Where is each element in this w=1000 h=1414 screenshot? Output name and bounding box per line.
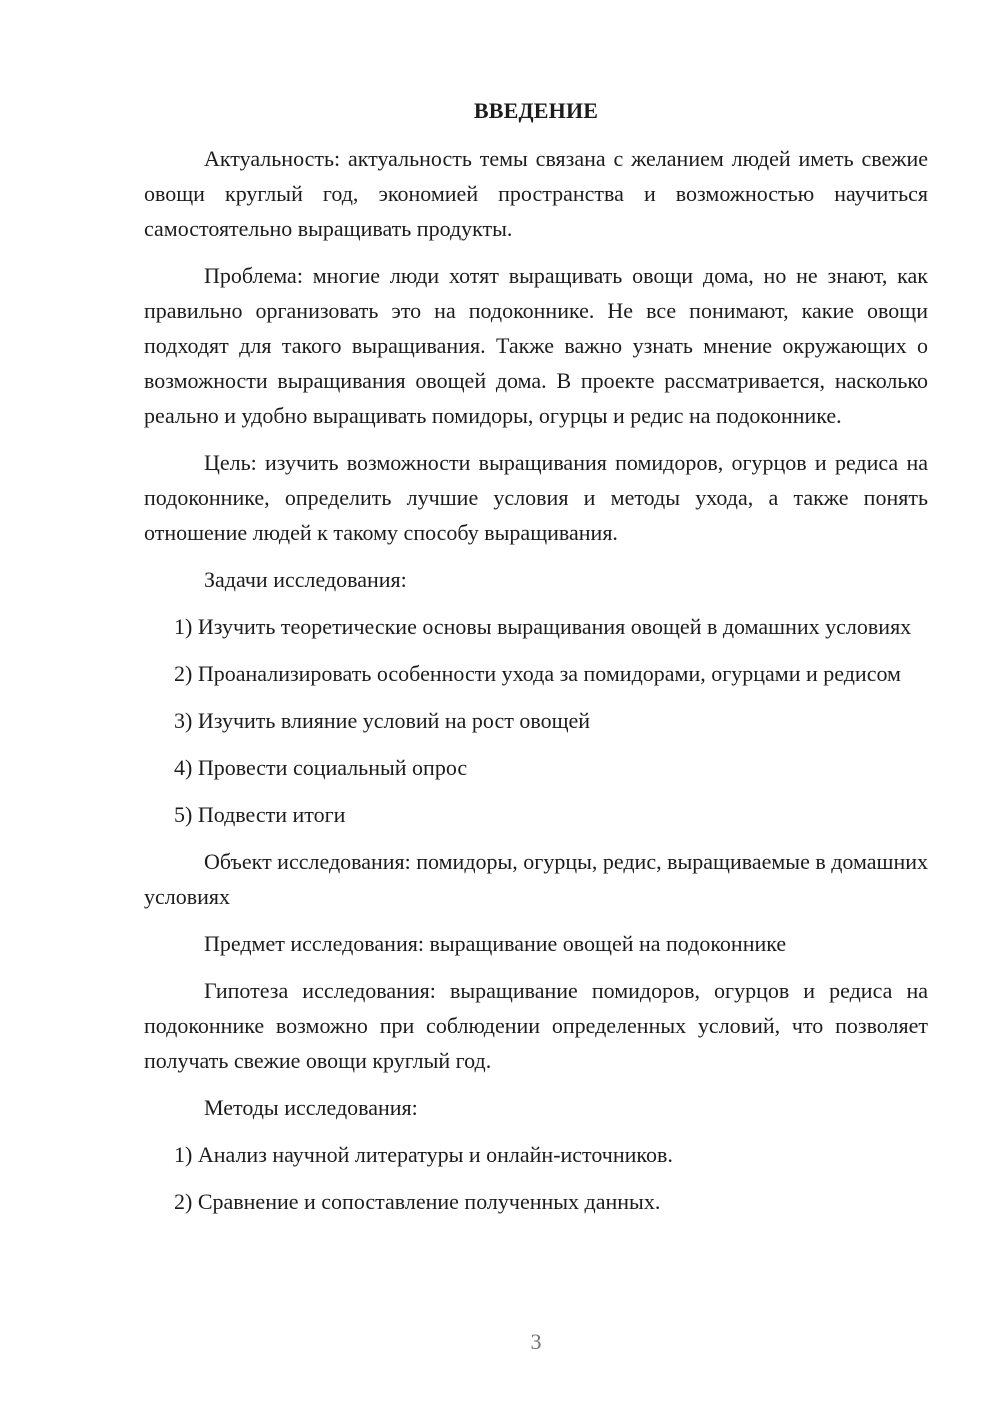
task-item-1: 1) Изучить теоретические основы выращивания овощей в домашних условиях xyxy=(174,614,912,639)
method-item-2: 2) Сравнение и сопоставление полученных данных. xyxy=(174,1189,661,1214)
relevance-paragraph: Актуальность: актуальность темы связана с желанием людей иметь свежие овощи круглый год, экономией пространства и возможностью научиться самостоятельно выращивать продукты. xyxy=(144,146,928,241)
tasks-heading: Задачи исследования: xyxy=(204,567,407,592)
task-item-5: 5) Подвести итоги xyxy=(174,802,346,827)
method-item-1: 1) Анализ научной литературы и онлайн-источников. xyxy=(174,1142,673,1167)
page-number: 3 xyxy=(530,1329,542,1354)
methods-heading: Методы исследования: xyxy=(204,1095,418,1120)
page-title: ВВЕДЕНИЕ xyxy=(473,98,599,123)
page-content xyxy=(144,95,928,1231)
subject-paragraph: Предмет исследования: выращивание овощей на подоконнике xyxy=(204,931,787,956)
task-item-4: 4) Провести социальный опрос xyxy=(174,755,468,780)
problem-paragraph: Проблема: многие люди хотят выращивать овощи дома, но не знают, как правильно организовать это на подоконнике. Не все понимают, какие овощи подходят для такого выращивания. Также важно узнать мнение окружающих о возможности выращивания овощей дома. В проекте рассматривается, насколько реально и удобно выращивать помидоры, огурцы и редис на подоконнике. xyxy=(144,263,928,428)
object-paragraph: Объект исследования: помидоры, огурцы, редис, выращиваемые в домашних условиях xyxy=(144,849,929,909)
goal-paragraph: Цель: изучить возможности выращивания помидоров, огурцов и редиса на подоконнике, определить лучшие условия и методы ухода, а также понять отношение людей к такому способу выращивания. xyxy=(144,450,928,545)
task-item-2: 2) Проанализировать особенности ухода за помидорами, огурцами и редисом xyxy=(174,661,901,686)
task-item-3: 3) Изучить влияние условий на рост овощей xyxy=(174,708,591,733)
hypothesis-paragraph: Гипотеза исследования: выращивание помидоров, огурцов и редиса на подоконнике возможно при соблюдении определенных условий, что позволяет получать свежие овощи круглый год. xyxy=(144,978,928,1073)
